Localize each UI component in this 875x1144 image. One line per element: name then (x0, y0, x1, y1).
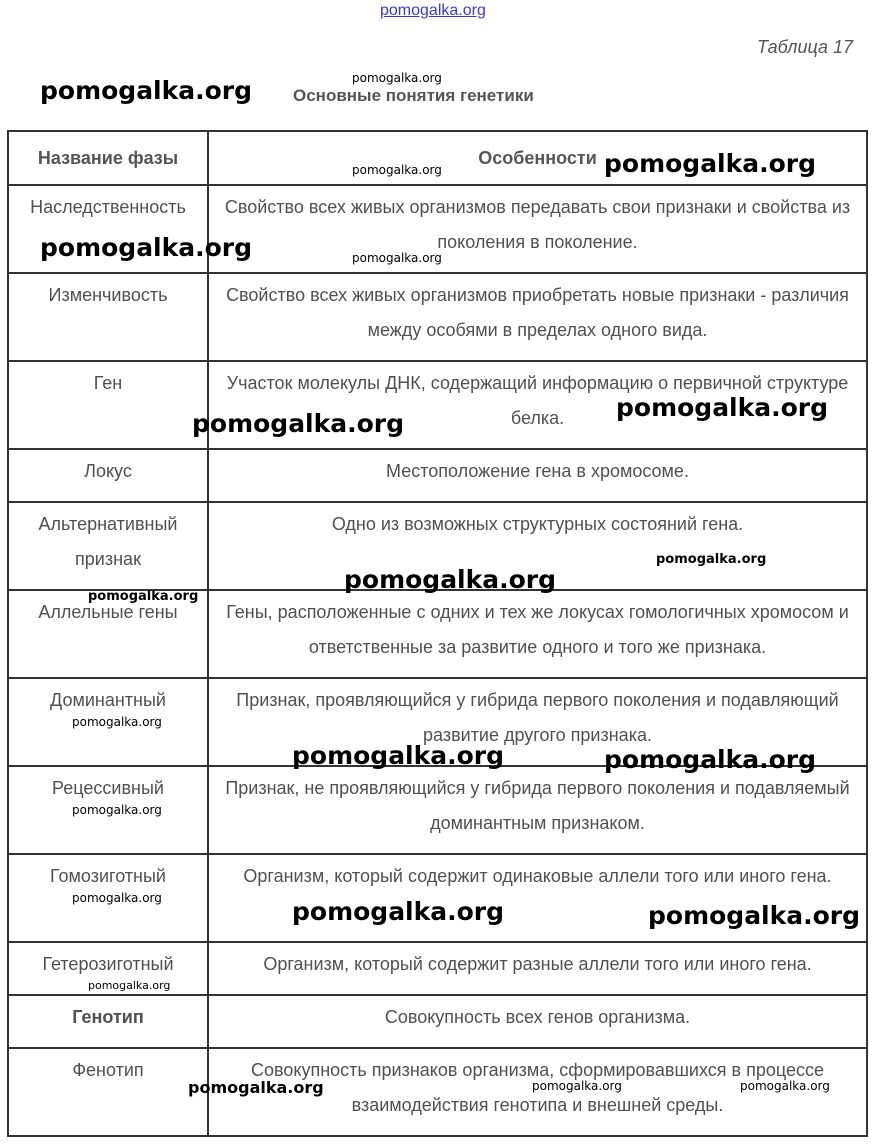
table-row (8, 1048, 867, 1136)
table-row (8, 766, 867, 854)
term-cell: Наследственность (8, 185, 208, 273)
watermark: pomogalka.org (740, 1079, 830, 1093)
term-cell: Изменчивость (8, 273, 208, 361)
genetics-concepts-table (7, 130, 868, 1137)
page-title: Основные понятия генетики (293, 86, 534, 105)
description-cell: Организм, который содержит одинаковые аллели того или иного гена. (208, 854, 867, 942)
watermark: pomogalka.org (352, 71, 442, 85)
table-row (8, 590, 867, 678)
description-cell: Признак, проявляющийся у гибрида первого поколения и подавляющий развитие другого признака. (208, 678, 867, 766)
watermark: pomogalka.org (292, 897, 505, 926)
watermark: pomogalka.org (40, 233, 253, 262)
description-cell: Участок молекулы ДНК, содержащий информацию о первичной структуре белка. (208, 361, 867, 449)
watermark: pomogalka.org (192, 409, 405, 438)
table-row (8, 942, 867, 995)
watermark: pomogalka.org (72, 715, 162, 729)
watermark: pomogalka.org (532, 1079, 622, 1093)
term-cell: Доминантный (8, 678, 208, 766)
description-cell: Организм, который содержит разные аллели того или иного гена. (208, 942, 867, 995)
description-cell: Свойство всех живых организмов передавать свои признаки и свойства из поколения в поколение. (208, 185, 867, 273)
term-cell: Аллельные гены (8, 590, 208, 678)
watermark: pomogalka.org (188, 1078, 324, 1097)
watermark: pomogalka.org (648, 901, 861, 930)
watermark: pomogalka.org (88, 589, 199, 604)
table-row (8, 361, 867, 449)
table-row (8, 449, 867, 502)
table-header-row (8, 131, 867, 185)
description-cell: Совокупность признаков организма, сформировавшихся в процессе взаимодействия генотипа и внешней среды. (208, 1048, 867, 1136)
term-cell: Локус (8, 449, 208, 502)
column-header-features: Особенности (208, 131, 867, 185)
description-cell: Одно из возможных структурных состояний гена. (208, 502, 867, 590)
description-cell: Местоположение гена в хромосоме. (208, 449, 867, 502)
term-cell: Генотип (8, 995, 208, 1048)
description-cell: Свойство всех живых организмов приобретать новые признаки - различия между особями в пределах одного вида. (208, 273, 867, 361)
term-cell: Ген (8, 361, 208, 449)
term-cell: Гетерозиготный (8, 942, 208, 995)
watermark: pomogalka.org (352, 251, 442, 265)
watermark: pomogalka.org (88, 979, 171, 992)
watermark: pomogalka.org (656, 552, 767, 567)
table-row (8, 185, 867, 273)
watermark: pomogalka.org (72, 803, 162, 817)
description-cell: Признак, не проявляющийся у гибрида первого поколения и подавляемый доминантным признаком. (208, 766, 867, 854)
watermark: pomogalka.org (604, 149, 817, 178)
column-header-term: Название фазы (8, 131, 208, 185)
term-cell: Альтернативный признак (8, 502, 208, 590)
table-row (8, 502, 867, 590)
table-row (8, 854, 867, 942)
source-link[interactable]: pomogalka.org (380, 2, 486, 19)
term-cell: Гомозиготный (8, 854, 208, 942)
watermark: pomogalka.org (616, 393, 829, 422)
term-cell: Рецессивный (8, 766, 208, 854)
table-row (8, 273, 867, 361)
description-cell: Совокупность всех генов организма. (208, 995, 867, 1048)
description-cell: Гены, расположенные с одних и тех же локусах гомологичных хромосом и ответственные за развитие одного и того же признака. (208, 590, 867, 678)
table-row (8, 678, 867, 766)
watermark: pomogalka.org (72, 891, 162, 905)
term-cell: Фенотип (8, 1048, 208, 1136)
watermark: pomogalka.org (40, 76, 253, 105)
watermark: pomogalka.org (352, 163, 442, 177)
table-row (8, 995, 867, 1048)
watermark: pomogalka.org (292, 741, 505, 770)
watermark: pomogalka.org (604, 745, 817, 774)
table-number-label: Таблица 17 (756, 37, 853, 57)
watermark: pomogalka.org (344, 565, 557, 594)
